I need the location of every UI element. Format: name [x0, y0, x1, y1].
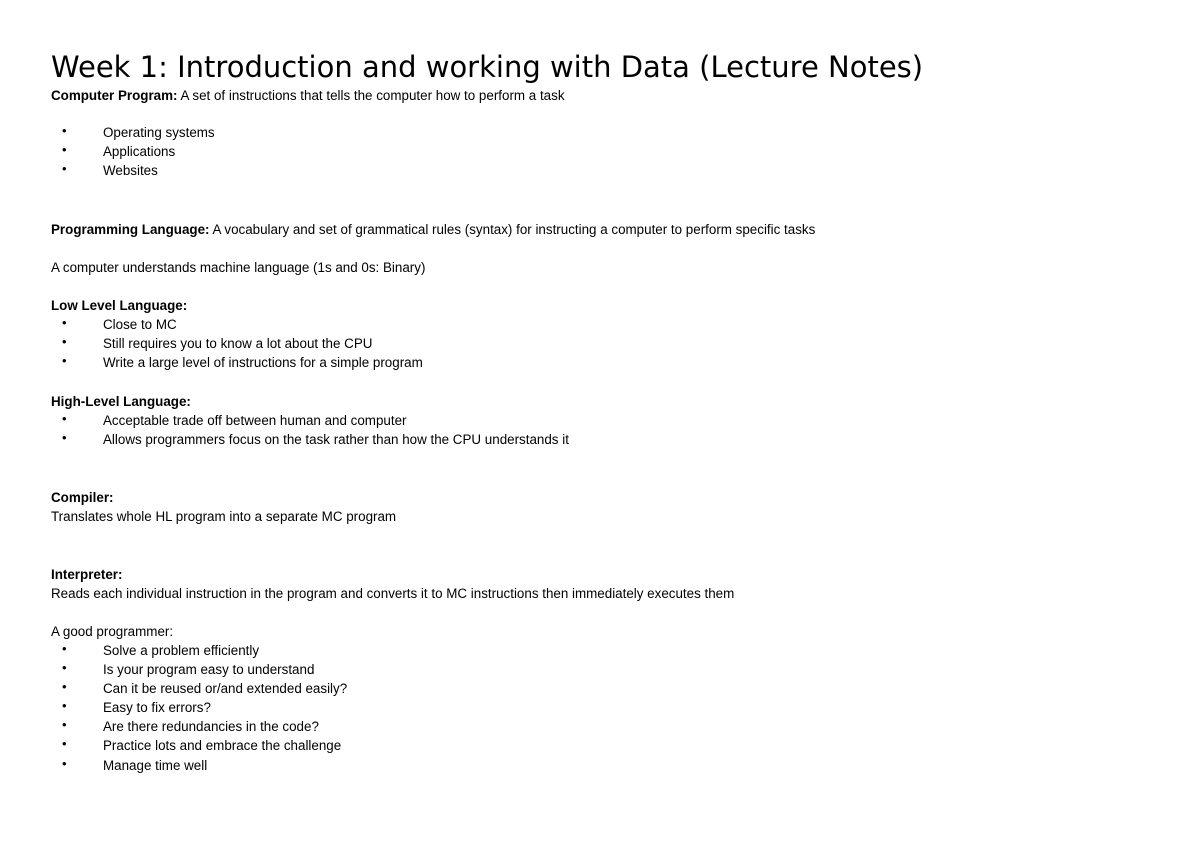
bullet-icon: •: [62, 430, 67, 445]
list-item: Is your program easy to understand: [103, 662, 315, 677]
list-item: Applications: [103, 144, 176, 159]
bullet-icon: •: [62, 315, 67, 330]
bullet-icon: •: [62, 660, 67, 675]
list-item: Are there redundancies in the code?: [103, 719, 319, 734]
bullet-icon: •: [62, 641, 67, 656]
high-level-heading: High-Level Language:: [51, 394, 191, 409]
programming-language-label: Programming Language:: [51, 222, 210, 237]
bullet-icon: •: [62, 736, 67, 751]
page-title: Week 1: Introduction and working with Data (Lecture Notes): [51, 50, 924, 84]
computer-program-label: Computer Program:: [51, 88, 178, 103]
bullet-icon: •: [62, 123, 67, 138]
list-item: Practice lots and embrace the challenge: [103, 738, 342, 753]
low-level-heading: Low Level Language:: [51, 298, 188, 313]
bullet-icon: •: [62, 679, 67, 694]
bullet-icon: •: [62, 334, 67, 349]
bullet-icon: •: [62, 756, 67, 771]
list-item: Write a large level of instructions for a simple program: [103, 355, 423, 370]
compiler-text: Translates whole HL program into a separate MC program: [51, 509, 397, 524]
programming-language-definition: [51, 220, 815, 239]
programming-language-text: A vocabulary and set of grammatical rules (syntax) for instructing a computer to perform specific tasks: [209, 222, 816, 237]
list-item: Operating systems: [103, 125, 215, 140]
list-item: Still requires you to know a lot about the CPU: [103, 336, 373, 351]
bullet-icon: •: [62, 161, 67, 176]
list-item: Acceptable trade off between human and computer: [103, 413, 407, 428]
interpreter-heading: Interpreter:: [51, 567, 123, 582]
list-item: Allows programmers focus on the task rather than how the CPU understands it: [103, 432, 569, 447]
bullet-icon: •: [62, 142, 67, 157]
list-item: Solve a problem efficiently: [103, 643, 260, 658]
interpreter-text: Reads each individual instruction in the program and converts it to MC instructions then immediately executes them: [51, 586, 735, 601]
bullet-icon: •: [62, 353, 67, 368]
bullet-icon: •: [62, 717, 67, 732]
compiler-heading: Compiler:: [51, 490, 114, 505]
list-item: Easy to fix errors?: [103, 700, 211, 715]
bullet-icon: •: [62, 698, 67, 713]
good-programmer-heading: A good programmer:: [51, 624, 174, 639]
list-item: Manage time well: [103, 758, 208, 773]
list-item: Websites: [103, 163, 158, 178]
list-item: Close to MC: [103, 317, 177, 332]
computer-program-text: A set of instructions that tells the computer how to perform a task: [177, 88, 565, 103]
computer-program-definition: [51, 86, 565, 105]
machine-language-note: A computer understands machine language (1s and 0s: Binary): [51, 260, 426, 275]
list-item: Can it be reused or/and extended easily?: [103, 681, 348, 696]
bullet-icon: •: [62, 411, 67, 426]
